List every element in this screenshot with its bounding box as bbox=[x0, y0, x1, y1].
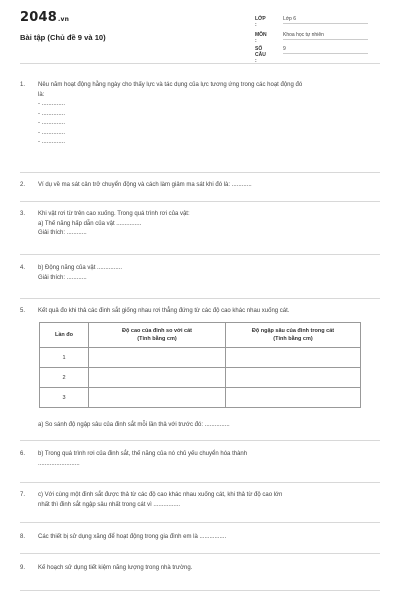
meta-class-label: LỚP : bbox=[255, 16, 266, 28]
question-number: 2. bbox=[20, 182, 26, 188]
section-divider bbox=[20, 553, 380, 554]
question-line: Nêu năm hoạt động hằng ngày cho thấy lực và tác dụng của lực tương ứng trong các hoạt động đó bbox=[38, 82, 303, 88]
question-4 bbox=[20, 264, 380, 286]
page-title: Bài tập (Chủ đề 9 và 10) bbox=[20, 33, 106, 42]
question-line: Giải thích: ............ bbox=[38, 274, 87, 281]
question-1 bbox=[20, 81, 380, 163]
table-cell-height[interactable] bbox=[89, 368, 226, 388]
table-header-trial: Lần đo bbox=[40, 323, 89, 348]
table-cell-depth[interactable] bbox=[226, 368, 361, 388]
question-line: b) Trong quá trình rơi của đinh sắt, thế năng của nó chủ yếu chuyển hóa thành bbox=[38, 451, 248, 457]
answer-blank: ......................... bbox=[38, 460, 80, 467]
table-row bbox=[40, 348, 361, 368]
question-line: Ví dụ về ma sát cản trở chuyển động và cách làm giảm ma sát khi đó là: ............ bbox=[38, 182, 252, 188]
meta-subject-value: Khoa học tự nhiên bbox=[283, 32, 368, 40]
section-divider bbox=[20, 172, 380, 173]
section-divider bbox=[20, 522, 380, 523]
section-divider bbox=[20, 590, 380, 591]
table-cell-height[interactable] bbox=[89, 348, 226, 368]
table-cell-depth[interactable] bbox=[226, 348, 361, 368]
table-cell-trial: 2 bbox=[40, 368, 89, 388]
question-number: 7. bbox=[20, 492, 26, 498]
meta-subject-label: MÔN : bbox=[255, 32, 267, 44]
measurement-table bbox=[39, 322, 361, 408]
table-cell-trial: 3 bbox=[40, 388, 89, 408]
question-number: 1. bbox=[20, 82, 26, 88]
table-header-height: Độ cao của đinh so với cát (Tính bằng cm) bbox=[89, 323, 226, 348]
question-7 bbox=[20, 491, 380, 513]
question-number: 5. bbox=[20, 308, 26, 314]
question-number: 3. bbox=[20, 211, 26, 217]
meta-class-value: Lớp 6 bbox=[283, 16, 368, 24]
question-line: Các thiết bị sử dụng xăng để hoạt động trong gia đình em là ................ bbox=[38, 534, 227, 540]
question-3 bbox=[20, 210, 380, 242]
question-2 bbox=[20, 181, 380, 193]
question-5-followup bbox=[20, 421, 380, 433]
brand-logo: 2048.vn bbox=[20, 10, 70, 25]
table-header-depth: Độ ngập sâu của đinh trong cát (Tính bằng cm) bbox=[226, 323, 361, 348]
question-line: Giải thích: ............ bbox=[38, 230, 87, 236]
question-line: nhất thì đinh sắt ngập sâu nhất trong cát vì ................ bbox=[38, 501, 181, 508]
answer-blank: - .............. bbox=[38, 110, 66, 117]
section-divider bbox=[20, 254, 380, 255]
table-cell-depth[interactable] bbox=[226, 388, 361, 408]
section-divider bbox=[20, 482, 380, 483]
question-line: Kế hoạch sử dụng tiết kiệm năng lượng trong nhà trường. bbox=[38, 565, 193, 571]
table-cell-height[interactable] bbox=[89, 388, 226, 408]
section-divider bbox=[20, 440, 380, 441]
table-cell-trial: 1 bbox=[40, 348, 89, 368]
question-line: a) Thế năng hấp dẫn của vật ............... bbox=[38, 220, 142, 227]
question-number: 8. bbox=[20, 534, 26, 540]
question-number: 6. bbox=[20, 451, 26, 457]
question-number: 9. bbox=[20, 565, 26, 571]
header-divider bbox=[20, 63, 380, 64]
question-8 bbox=[20, 533, 380, 545]
section-divider bbox=[20, 298, 380, 299]
table-header-row bbox=[40, 323, 361, 348]
question-number: 4. bbox=[20, 265, 26, 271]
answer-blank: - .............. bbox=[38, 129, 66, 136]
meta-count-value: 9 bbox=[283, 46, 368, 54]
answer-blank: - .............. bbox=[38, 120, 66, 126]
question-line: a) So sánh độ ngập sâu của đinh sắt mỗi lần thả với trước đó: ............... bbox=[38, 422, 230, 428]
answer-blank: - .............. bbox=[38, 139, 66, 145]
question-9 bbox=[20, 564, 380, 576]
question-line: b) Động năng của vật ............... bbox=[38, 265, 123, 271]
question-line: Khi vật rơi từ trên cao xuống. Trong quá trình rơi của vật: bbox=[38, 211, 190, 217]
question-5 bbox=[20, 307, 380, 319]
question-line: là: bbox=[38, 91, 45, 98]
answer-blank: - .............. bbox=[38, 101, 66, 107]
question-line: Kết quả đo khi thả các đinh sắt giống nhau rơi thẳng đứng từ các độ cao khác nhau xuống cát. bbox=[38, 308, 290, 314]
meta-count-label: SỐ CÂU : bbox=[255, 46, 266, 64]
table-row bbox=[40, 388, 361, 408]
question-line: c) Với cùng một đinh sắt được thả từ các độ cao khác nhau xuống cát, khi thả từ độ cao lớn bbox=[38, 492, 283, 498]
section-divider bbox=[20, 201, 380, 202]
table-row bbox=[40, 368, 361, 388]
question-6 bbox=[20, 450, 380, 472]
